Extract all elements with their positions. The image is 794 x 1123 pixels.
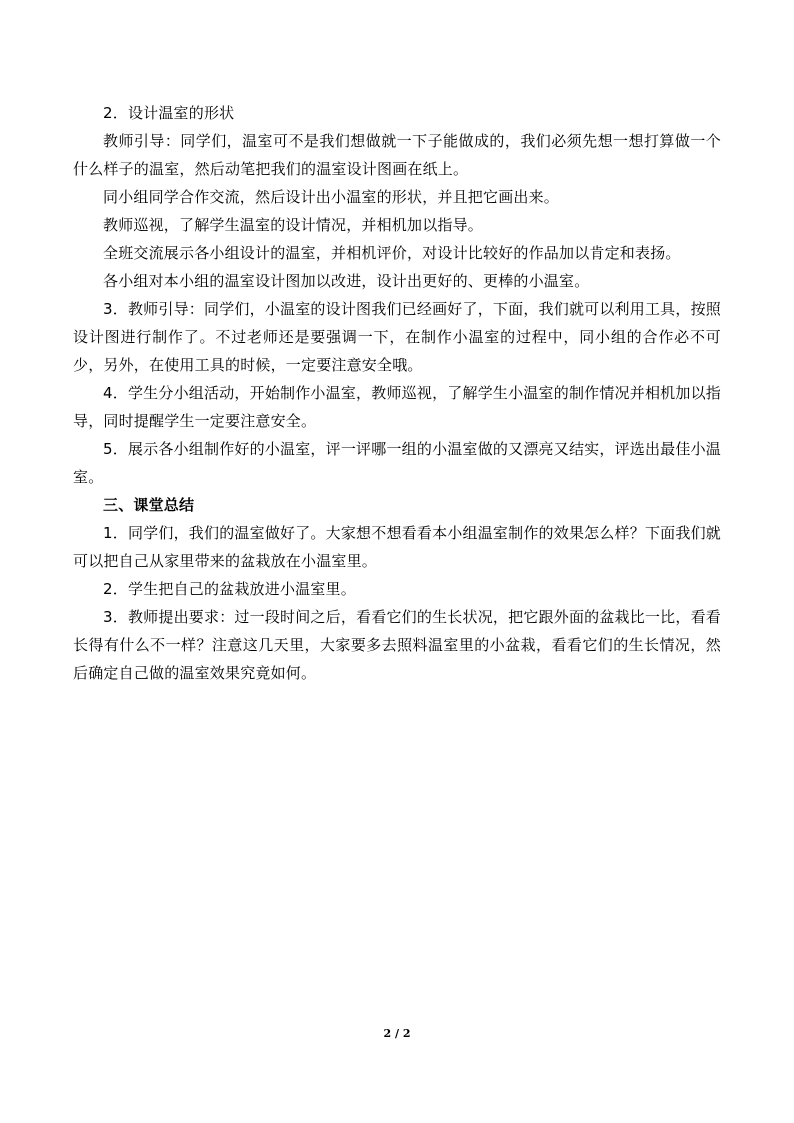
document-body [73,99,721,687]
section-subheading: 2．设计温室的形状 [103,104,235,122]
paragraph: 5．展示各小组制作好的小温室，评一评哪一组的小温室做的又漂亮又结实，评选出最佳小温室。 [73,440,721,486]
page-number: 2 / 2 [383,1027,411,1040]
paragraph: 3．教师提出要求：过一段时间之后，看看它们的生长状况，把它跟外面的盆栽比一比，看看长得有什么不一样？注意这几天里，大家要多去照料温室里的小盆栽，看看它们的生长情况，然后确定自己做的温室效果究竟如何。 [73,608,721,682]
paragraph: 教师引导：同学们，温室可不是我们想做就一下子能做成的，我们必须先想一想打算做一个什么样子的温室，然后动笔把我们的温室设计图画在纸上。 [73,132,721,178]
paragraph: 同小组同学合作交流，然后设计出小温室的形状，并且把它画出来。 [103,188,560,206]
section-heading: 三、课堂总结 [103,496,195,514]
paragraph: 4．学生分小组活动，开始制作小温室，教师巡视，了解学生小温室的制作情况并相机加以指导，同时提醒学生一定要注意安全。 [73,384,721,430]
paragraph: 各小组对本小组的温室设计图加以改进，设计出更好的、更棒的小温室。 [103,272,590,290]
paragraph: 全班交流展示各小组设计的温室，并相机评价，对设计比较好的作品加以肯定和表扬。 [103,244,681,262]
paragraph: 3．教师引导：同学们，小温室的设计图我们已经画好了，下面，我们就可以利用工具，按照设计图进行制作了。不过老师还是要强调一下，在制作小温室的过程中，同小组的合作必不可少，另外，在使用工具的时候，一定要注意安全哦。 [73,300,721,374]
paragraph: 教师巡视，了解学生温室的设计情况，并相机加以指导。 [103,216,484,234]
paragraph: 2．学生把自己的盆栽放进小温室里。 [103,580,356,598]
paragraph: 1．同学们，我们的温室做好了。大家想不想看看本小组温室制作的效果怎么样？下面我们就可以把自己从家里带来的盆栽放在小温室里。 [73,524,721,570]
